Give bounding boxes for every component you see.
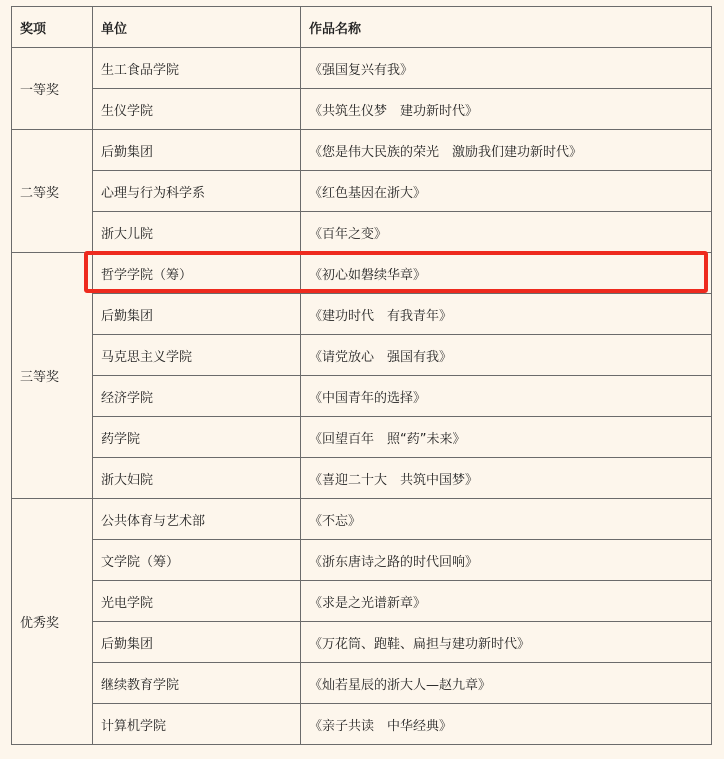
unit-cell: 经济学院 bbox=[93, 376, 301, 417]
table-row bbox=[12, 212, 712, 253]
unit-cell: 光电学院 bbox=[93, 581, 301, 622]
table-row bbox=[12, 581, 712, 622]
title-cell: 《请党放心 强国有我》 bbox=[301, 335, 712, 376]
prize-cell: 二等奖 bbox=[12, 130, 93, 253]
table-row bbox=[12, 89, 712, 130]
table-row bbox=[12, 417, 712, 458]
table-row bbox=[12, 171, 712, 212]
title-cell: 《百年之变》 bbox=[301, 212, 712, 253]
header-title: 作品名称 bbox=[301, 7, 712, 48]
table-row bbox=[12, 376, 712, 417]
title-cell: 《浙东唐诗之路的时代回响》 bbox=[301, 540, 712, 581]
table-row bbox=[12, 540, 712, 581]
title-cell: 《红色基因在浙大》 bbox=[301, 171, 712, 212]
table-row bbox=[12, 622, 712, 663]
unit-cell: 生仪学院 bbox=[93, 89, 301, 130]
unit-cell: 药学院 bbox=[93, 417, 301, 458]
table-row bbox=[12, 130, 712, 171]
table-body bbox=[12, 48, 712, 745]
title-cell: 《中国青年的选择》 bbox=[301, 376, 712, 417]
unit-cell: 计算机学院 bbox=[93, 704, 301, 745]
prize-cell: 优秀奖 bbox=[12, 499, 93, 745]
header-row bbox=[12, 7, 712, 48]
title-cell: 《亲子共读 中华经典》 bbox=[301, 704, 712, 745]
title-cell: 《共筑生仪梦 建功新时代》 bbox=[301, 89, 712, 130]
table-row bbox=[12, 253, 712, 294]
unit-cell: 哲学学院（筹） bbox=[93, 253, 301, 294]
title-cell: 《灿若星辰的浙大人—赵九章》 bbox=[301, 663, 712, 704]
table-row bbox=[12, 704, 712, 745]
awards-table bbox=[11, 6, 712, 745]
unit-cell: 后勤集团 bbox=[93, 294, 301, 335]
table-row bbox=[12, 335, 712, 376]
title-cell: 《强国复兴有我》 bbox=[301, 48, 712, 89]
unit-cell: 浙大妇院 bbox=[93, 458, 301, 499]
table-row bbox=[12, 663, 712, 704]
unit-cell: 文学院（筹） bbox=[93, 540, 301, 581]
title-cell: 《不忘》 bbox=[301, 499, 712, 540]
unit-cell: 心理与行为科学系 bbox=[93, 171, 301, 212]
header-unit: 单位 bbox=[93, 7, 301, 48]
prize-cell: 一等奖 bbox=[12, 48, 93, 130]
title-cell: 《回望百年 照“药”未来》 bbox=[301, 417, 712, 458]
table-row bbox=[12, 458, 712, 499]
title-cell: 《万花筒、跑鞋、扁担与建功新时代》 bbox=[301, 622, 712, 663]
title-cell: 《建功时代 有我青年》 bbox=[301, 294, 712, 335]
table-row bbox=[12, 48, 712, 89]
unit-cell: 公共体育与艺术部 bbox=[93, 499, 301, 540]
title-cell: 《您是伟大民族的荣光 激励我们建功新时代》 bbox=[301, 130, 712, 171]
unit-cell: 继续教育学院 bbox=[93, 663, 301, 704]
unit-cell: 马克思主义学院 bbox=[93, 335, 301, 376]
title-cell: 《求是之光谱新章》 bbox=[301, 581, 712, 622]
title-cell: 《初心如磐续华章》 bbox=[301, 253, 712, 294]
table-row bbox=[12, 294, 712, 335]
unit-cell: 后勤集团 bbox=[93, 622, 301, 663]
table-row bbox=[12, 499, 712, 540]
prize-cell: 三等奖 bbox=[12, 253, 93, 499]
unit-cell: 浙大儿院 bbox=[93, 212, 301, 253]
unit-cell: 后勤集团 bbox=[93, 130, 301, 171]
unit-cell: 生工食品学院 bbox=[93, 48, 301, 89]
title-cell: 《喜迎二十大 共筑中国梦》 bbox=[301, 458, 712, 499]
header-prize: 奖项 bbox=[12, 7, 93, 48]
